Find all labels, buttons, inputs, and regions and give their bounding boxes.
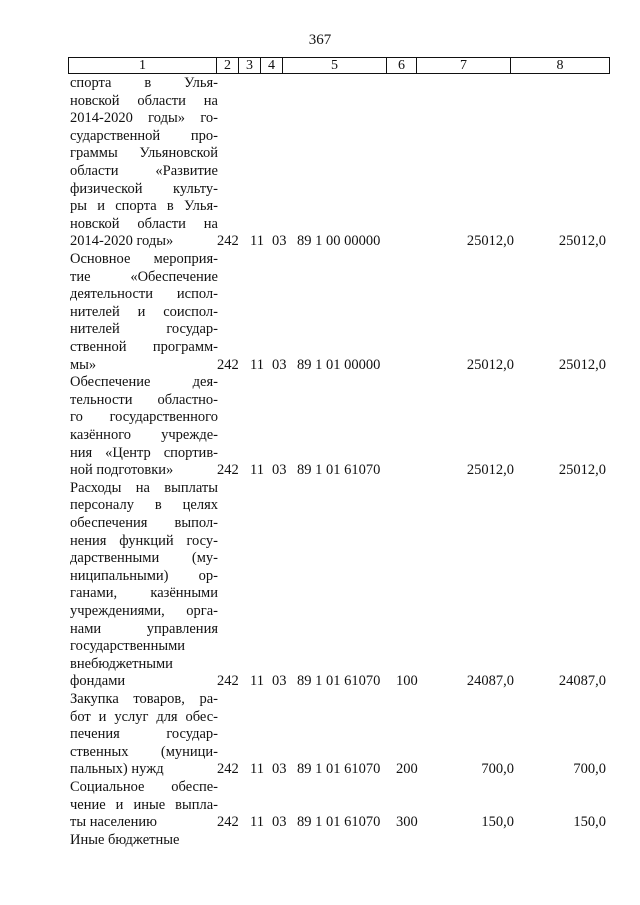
cell-c8: 700,0 (573, 761, 606, 778)
header-col-5: 5 (283, 58, 387, 73)
cell-c3: 11 (250, 462, 264, 479)
cell-c7: 700,0 (481, 761, 514, 778)
table-row (0, 75, 640, 251)
description-line: ной подготовки» (70, 462, 174, 479)
cell-c8: 25012,0 (558, 462, 606, 479)
cell-c7: 25012,0 (466, 356, 514, 373)
description-line: тельности областно- (70, 391, 218, 408)
description-line: мы» (70, 356, 97, 373)
cell-c2: 242 (217, 673, 239, 690)
cell-c4: 03 (272, 356, 287, 373)
table-row (0, 779, 640, 832)
description-line: нения функций госу- (70, 532, 218, 549)
cell-c6: 100 (396, 673, 418, 690)
cell-c8: 25012,0 (558, 233, 606, 250)
cell-c7: 150,0 (481, 814, 514, 831)
description-line: нами управления (70, 620, 218, 637)
description-line: Основное мероприя- (70, 251, 218, 267)
cell-c5: 89 1 01 61070 (297, 673, 381, 690)
description-line: Закупка товаров, ра- (70, 691, 218, 707)
description-line: дарственными (му- (70, 550, 218, 567)
page-number: 367 (308, 32, 332, 48)
cell-c3: 11 (250, 673, 264, 690)
header-col-4: 4 (261, 58, 283, 73)
header-col-3: 3 (239, 58, 261, 73)
description-line: ственных (муници- (70, 743, 218, 760)
description-line: чение и иные выпла- (70, 796, 218, 813)
table-header (68, 57, 610, 74)
description-line: бот и услуг для обес- (70, 708, 218, 725)
cell-c6: 200 (396, 761, 418, 778)
row-description (70, 251, 218, 374)
description-line: новской области на (70, 92, 218, 109)
cell-c5: 89 1 01 61070 (297, 814, 381, 831)
cell-c5: 89 1 01 00000 (297, 356, 381, 373)
row-description (70, 480, 218, 691)
cell-c4: 03 (272, 233, 287, 250)
description-line: ниципальными) ор- (70, 567, 218, 584)
cell-c5: 89 1 01 61070 (297, 462, 381, 479)
cell-c3: 11 (250, 761, 264, 778)
description-line: Обеспечение дея- (70, 374, 218, 391)
cell-c8: 150,0 (573, 814, 606, 831)
row-description (70, 779, 218, 832)
description-line: тие «Обеспечение (70, 268, 218, 285)
description-line: ственной программ- (70, 338, 218, 355)
description-line: 2014-2020 годы» (70, 233, 174, 250)
description-line: учреждениями, орга- (70, 602, 218, 619)
cell-c2: 242 (217, 462, 239, 479)
table-row (0, 251, 640, 374)
description-line: внебюджетными (70, 655, 173, 672)
description-line: казённого учрежде- (70, 426, 218, 443)
description-line: Иные бюджетные (70, 831, 180, 848)
description-line: пальных) нужд (70, 761, 164, 778)
description-line: нителей государ- (70, 321, 218, 338)
row-description (70, 691, 218, 779)
cell-c4: 03 (272, 673, 287, 690)
header-col-2: 2 (217, 58, 239, 73)
cell-c5: 89 1 00 00000 (297, 233, 381, 250)
description-line: ры и спорта в Улья- (70, 198, 218, 215)
description-line: ты населению (70, 814, 157, 831)
cell-c3: 11 (250, 233, 264, 250)
header-col-7: 7 (417, 58, 511, 73)
description-line: области «Развитие (70, 162, 218, 179)
row-description (70, 374, 218, 480)
description-line: деятельности испол- (70, 286, 218, 303)
description-line: граммы Ульяновской (70, 145, 218, 162)
description-line: физической культу- (70, 180, 218, 197)
cell-c2: 242 (217, 233, 239, 250)
header-col-8: 8 (556, 58, 564, 73)
description-line: обеспечения выпол- (70, 514, 218, 531)
header-col-6: 6 (387, 58, 417, 73)
description-line: фондами (70, 673, 126, 690)
description-line: нителей и соиспол- (70, 303, 218, 320)
header-col-1: 1 (69, 58, 217, 73)
description-line: ния «Центр спортив- (70, 444, 218, 461)
cell-c7: 25012,0 (466, 233, 514, 250)
cell-c8: 25012,0 (558, 356, 606, 373)
description-line: Социальное обеспе- (70, 779, 218, 795)
cell-c8: 24087,0 (558, 673, 606, 690)
description-line: Расходы на выплаты (70, 479, 218, 496)
cell-c2: 242 (217, 761, 239, 778)
description-line: государственными (70, 638, 186, 655)
description-line: го государственного (70, 409, 218, 426)
table-row (0, 480, 640, 691)
description-line: 2014-2020 годы» го- (70, 110, 218, 127)
cell-c6: 300 (396, 814, 418, 831)
description-line: сударственной про- (70, 127, 218, 144)
cell-c7: 25012,0 (466, 462, 514, 479)
cell-c2: 242 (217, 814, 239, 831)
description-line: ганами, казёнными (70, 585, 218, 602)
cell-c7: 24087,0 (466, 673, 514, 690)
table-row (0, 374, 640, 480)
description-line: новской области на (70, 215, 218, 232)
description-line: печения государ- (70, 726, 218, 743)
description-line: спорта в Улья- (70, 75, 218, 91)
cell-c5: 89 1 01 61070 (297, 761, 381, 778)
cell-c2: 242 (217, 356, 239, 373)
cell-c3: 11 (250, 356, 264, 373)
row-description (70, 832, 218, 850)
row-description (70, 75, 218, 251)
table-row (0, 691, 640, 779)
description-line: персоналу в целях (70, 497, 218, 514)
cell-c3: 11 (250, 814, 264, 831)
table-row (0, 832, 640, 850)
cell-c4: 03 (272, 761, 287, 778)
cell-c4: 03 (272, 462, 287, 479)
cell-c4: 03 (272, 814, 287, 831)
